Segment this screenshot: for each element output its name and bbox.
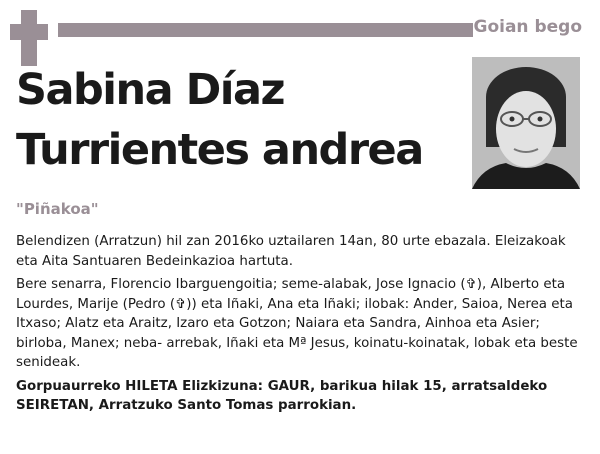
deceased-name <box>16 60 423 180</box>
portrait-photo <box>472 57 580 189</box>
section-label: Goian bego <box>473 17 582 37</box>
notice-body <box>16 232 586 420</box>
nickname: "Piñakoa" <box>16 200 99 218</box>
header-divider-bar <box>58 23 473 37</box>
death-info: Belendizen (Arratzun) hil zan 2016ko uztailaren 14an, 80 urte ebazala. Eleizakoak eta Aita Santuaren Bedeinkazioa hartuta. <box>16 234 566 269</box>
name-line-2: Turrientes andrea <box>16 125 423 175</box>
funeral-info: Gorpuaurreko HILETA Elizkizuna: GAUR, barikua hilak 15, arratsaldeko SEIRETAN, Arratzuko Santo Tomas parrokian. <box>16 378 548 413</box>
name-line-1: Sabina Díaz <box>16 65 285 115</box>
family-list: Bere senarra, Florencio Ibarguengoitia; seme-alabak, Jose Ignacio (✞), Alberto eta Lourdes, Marije (Pedro (✞)) eta Iñaki, Ana eta Iñaki; ilobak: Ander, Saioa, Nerea eta Itxaso; Alatz eta Araitz, Izaro eta Gotzon; Naiara eta Sandra, Ainhoa eta Asier; birloba, Manex; neba- arrebak, Iñaki eta Mª Jesus, koinatu-koinatak, lobak eta beste senideak. <box>16 277 578 370</box>
